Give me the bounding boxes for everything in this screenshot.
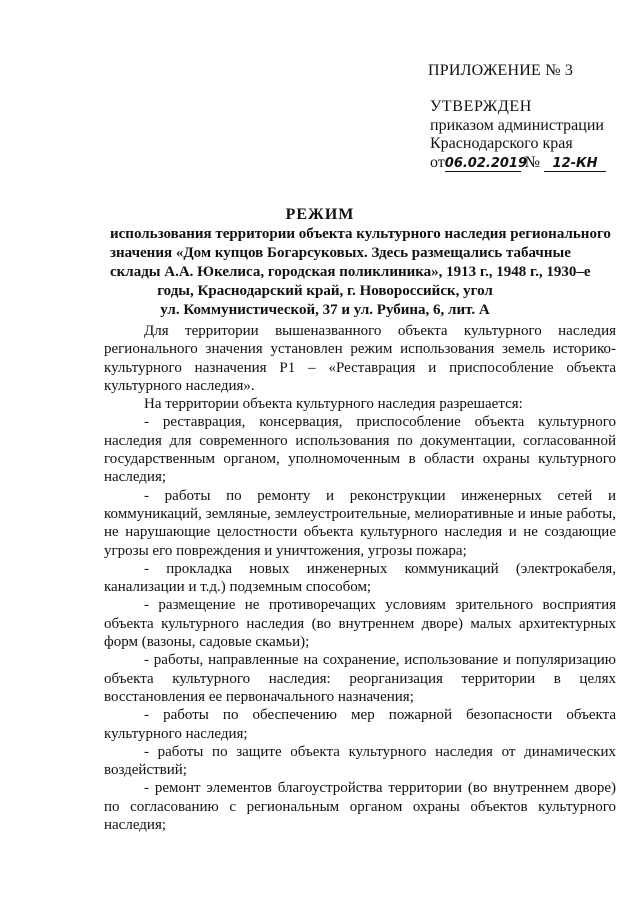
list-item: - работы по защите объекта культурного наследия от динамических воздействий;: [104, 743, 616, 779]
subtitle-line: ул. Коммунистической, 37 и ул. Рубина, 6, лит. А: [160, 302, 490, 318]
handwritten-number: 12-КН: [544, 156, 606, 172]
subtitle-line: годы, Краснодарский край, г. Новороссийск, угол: [157, 283, 493, 299]
subtitle-line: использования территории объекта культурного наследия регионального: [110, 226, 611, 242]
approved-by-line-1: приказом администрации: [430, 117, 604, 134]
number-prefix: №: [524, 154, 541, 171]
list-item: - размещение не противоречащих условиям зрительного восприятия объекта культурного наследия (во внутреннем дворе) малых архитектурных форм (вазоны, садовые скамьи);: [104, 597, 616, 651]
list-item: - работы, направленные на сохранение, использование и популяризацию объекта культурного наследия: реорганизация территории в целях восстановления ее первоначального назначения;: [104, 652, 616, 705]
document-title: РЕЖИМ: [285, 206, 355, 223]
list-item: - прокладка новых инженерных коммуникаций (электрокабеля, канализации и т.д.) подземным способом;: [104, 560, 616, 596]
subtitle-line: склады А.А. Юкелиса, городская поликлиника», 1913 г., 1948 г., 1930–е: [110, 264, 591, 280]
approved-label: УТВЕРЖДЕН: [430, 98, 532, 115]
date-number-row: [430, 154, 606, 172]
document-subtitle: [110, 225, 611, 320]
approved-by-line-2: Краснодарского края: [430, 135, 573, 152]
intro-paragraph: Для территории вышеназванного объекта культурного наследия регионального значения установлен режим использования земель историко-культурного назначения Р1 – «Реставрация и приспособление объекта культурного наследия».: [104, 323, 616, 394]
allowed-heading: На территории объекта культурного наследия разрешается:: [144, 396, 523, 413]
list-item: - реставрация, консервация, приспособление объекта культурного наследия для современного использования по документации, согласованной государственным органом, уполномоченным в области охраны культурного наследия;: [104, 414, 616, 486]
date-prefix: от: [430, 154, 445, 171]
approval-block: [430, 98, 606, 172]
subtitle-line: значения «Дом купцов Богарсуковых. Здесь размещались табачные: [110, 245, 571, 261]
appendix-label: ПРИЛОЖЕНИЕ № 3: [428, 62, 574, 79]
document-body: [104, 322, 616, 834]
list-item: - ремонт элементов благоустройства территории (во внутреннем дворе) по согласованию с региональным органом охраны объектов культурного наследия;: [104, 780, 616, 834]
list-item: - работы по обеспечению мер пожарной безопасности объекта культурного наследия;: [104, 707, 616, 742]
list-item: - работы по ремонту и реконструкции инженерных сетей и коммуникаций, земляные, землеустроительные, мелиоративные и иные работы, не нарушающие целостности объекта культурного наследия и не создающие угрозы его повреждения и уничтожения, угрозы пожара;: [104, 487, 616, 559]
handwritten-date: 06.02.2019: [444, 156, 528, 171]
